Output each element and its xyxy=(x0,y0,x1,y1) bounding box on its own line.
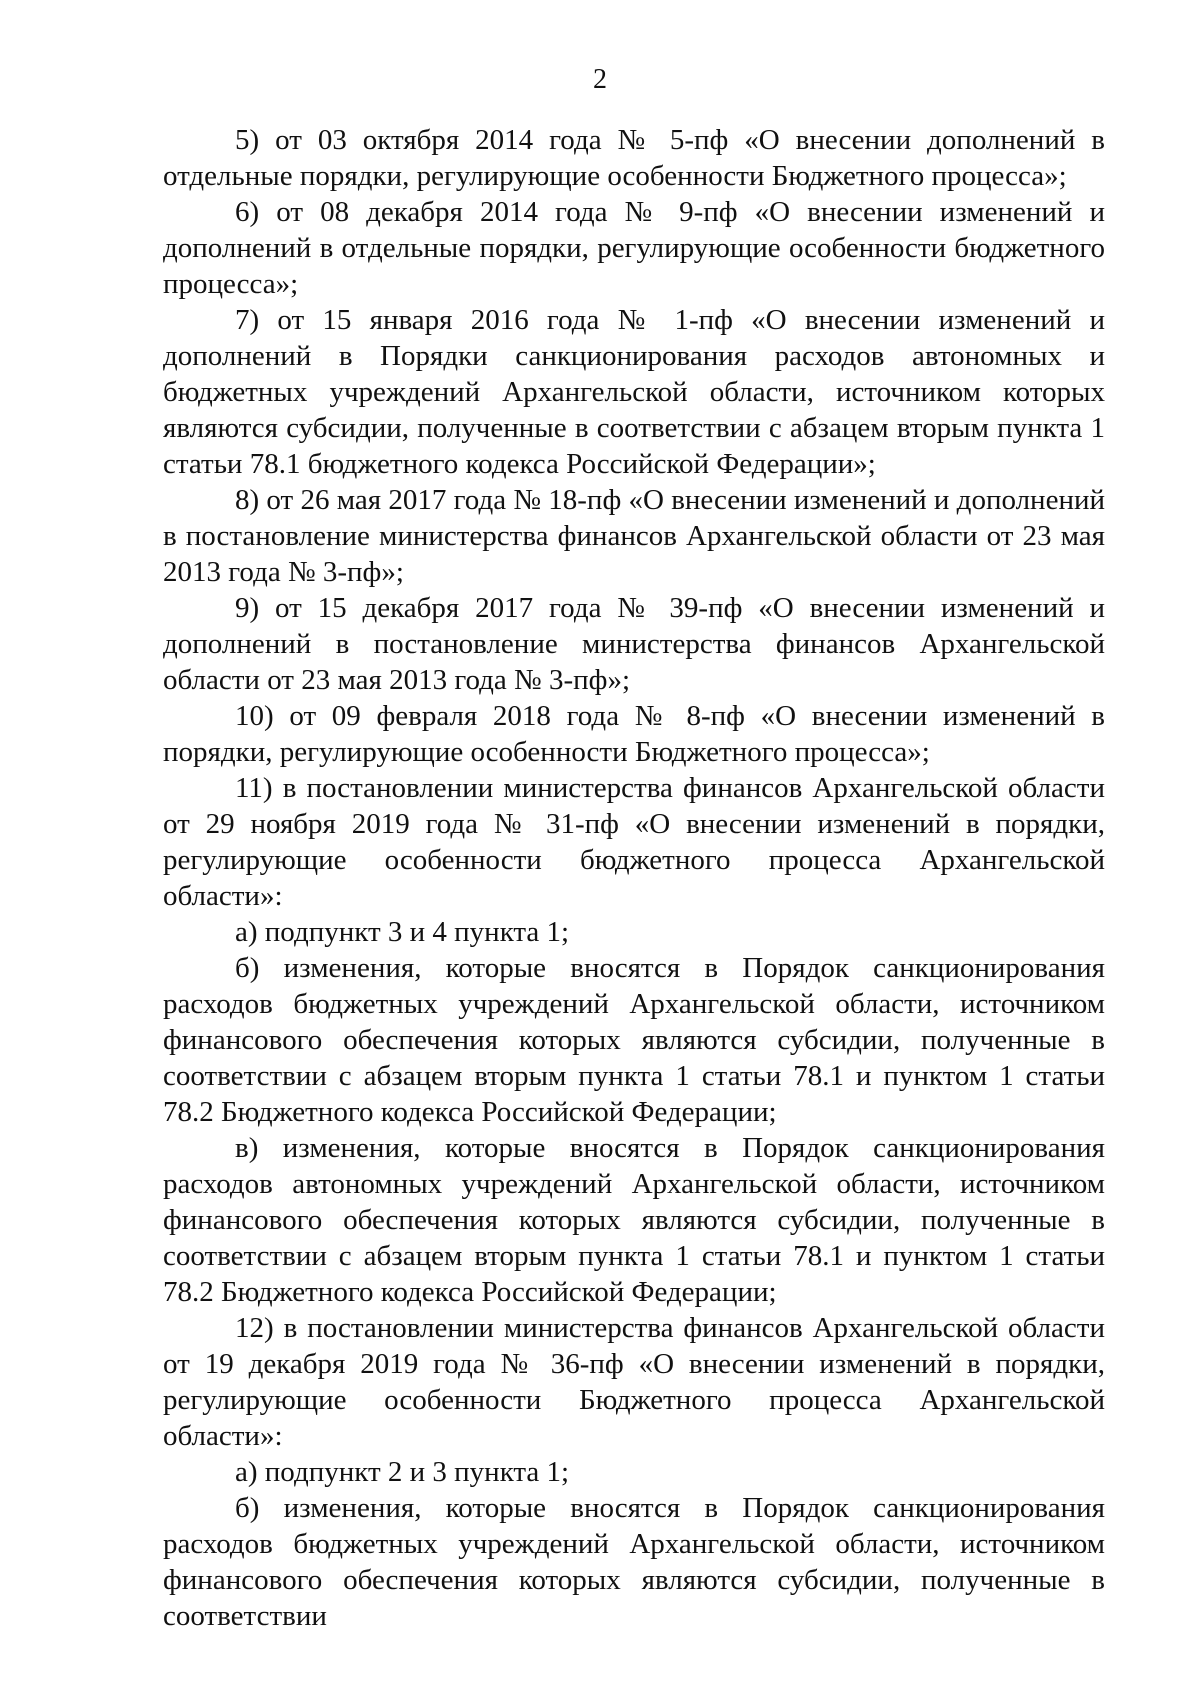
paragraph-item-12b: б) изменения, которые вносятся в Порядок санкционирования расходов бюджетных учреждений Архангельской области, источником финансового обеспечения которых являются субсидии, полученные в соответствии xyxy=(163,1492,1105,1632)
paragraph-item-8: 8) от 26 мая 2017 года № 18-пф «О внесении изменений и дополнений в постановление министерства финансов Архангельской области от 23 мая 2013 года № 3-пф»; xyxy=(163,484,1105,588)
paragraph-item-6: 6) от 08 декабря 2014 года № 9-пф «О внесении изменений и дополнений в отдельные порядки, регулирующие особенности бюджетного процесса»; xyxy=(163,196,1105,300)
paragraph-item-9: 9) от 15 декабря 2017 года № 39-пф «О внесении изменений и дополнений в постановление министерства финансов Архангельской области от 23 мая 2013 года № 3-пф»; xyxy=(163,592,1105,696)
paragraph-item-12: 12) в постановлении министерства финансов Архангельской области от 19 декабря 2019 года № 36-пф «О внесении изменений в порядки, регулирующие особенности Бюджетного процесса Архангельской области»: xyxy=(163,1312,1105,1452)
paragraph-item-5: 5) от 03 октября 2014 года № 5-пф «О внесении дополнений в отдельные порядки, регулирующие особенности Бюджетного процесса»; xyxy=(163,124,1105,192)
paragraph-item-11b: б) изменения, которые вносятся в Порядок санкционирования расходов бюджетных учреждений Архангельской области, источником финансового обеспечения которых являются субсидии, полученные в соответствии с абзацем вторым пункта 1 статьи 78.1 и пунктом 1 статьи 78.2 Бюджетного кодекса Российской Федерации; xyxy=(163,952,1105,1128)
paragraph-item-12a: а) подпункт 2 и 3 пункта 1; xyxy=(235,1456,570,1488)
paragraph-item-11a: а) подпункт 3 и 4 пункта 1; xyxy=(235,916,570,948)
paragraph-item-7: 7) от 15 января 2016 года № 1-пф «О внесении изменений и дополнений в Порядки санкционирования расходов автономных и бюджетных учреждений Архангельской области, источником которых являются субсидии, полученные в соответствии с абзацем вторым пункта 1 статьи 78.1 бюджетного кодекса Российской Федерации»; xyxy=(163,304,1105,480)
page-number: 2 xyxy=(593,64,607,95)
document-body xyxy=(163,122,1105,1634)
paragraph-item-11v: в) изменения, которые вносятся в Порядок санкционирования расходов автономных учреждений Архангельской области, источником финансового обеспечения которых являются субсидии, полученные в соответствии с абзацем вторым пункта 1 статьи 78.1 и пунктом 1 статьи 78.2 Бюджетного кодекса Российской Федерации; xyxy=(163,1132,1105,1308)
paragraph-item-10: 10) от 09 февраля 2018 года № 8-пф «О внесении изменений в порядки, регулирующие особенности Бюджетного процесса»; xyxy=(163,700,1105,768)
paragraph-item-11: 11) в постановлении министерства финансов Архангельской области от 29 ноября 2019 года № 31-пф «О внесении изменений в порядки, регулирующие особенности бюджетного процесса Архангельской области»: xyxy=(163,772,1105,912)
